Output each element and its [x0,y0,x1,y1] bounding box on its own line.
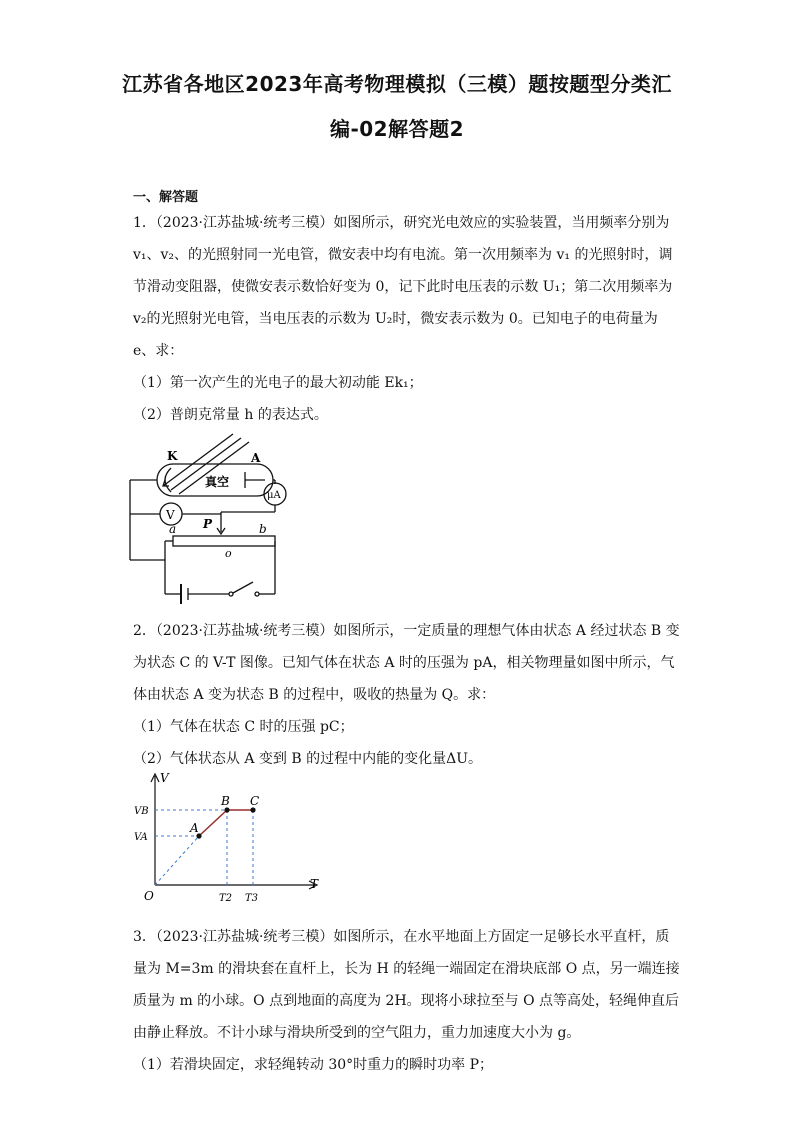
q1-line-1: 1．（2023·江苏盐城·统考三模）如图所示，研究光电效应的实验装置，当用频率分别为 [133,215,670,231]
point-a-label: A [190,821,199,835]
rheostat-end-a-label: a [169,522,177,536]
tick-vb-label: VB [134,806,149,817]
q1-line-4: v₂的光照射光电管，当电压表的示数为 U₂时，微安表示数为 0。已知电子的电荷量为 [133,311,658,327]
slider-label-p: P [203,517,213,531]
point-o-label: o [225,547,232,560]
vt-graph-figure [130,770,330,905]
q1-line-3: 节滑动变阻器，使微安表示数恰好变为 0，记下此时电压表的示数 U₁；第二次用频率为 [133,279,673,295]
tick-t3-label: T3 [245,893,259,904]
q1-line-5: e、求： [133,343,184,359]
cathode-label: K [167,449,178,463]
point-c-label: C [250,794,260,808]
origin-label: O [144,889,154,903]
q1-sub-question-1: （1）第一次产生的光电子的最大初动能 Ek₁； [133,375,423,391]
q3-line-4: 由静止释放。不计小球与滑块所受到的空气阻力，重力加速度大小为 g。 [133,1025,581,1041]
voltmeter-label: V [166,508,175,522]
axis-t-label: T [310,877,319,891]
q1-sub-question-2: （2）普朗克常量 h 的表达式。 [133,407,328,423]
q2-sub-question-1: （1）气体在状态 C 时的压强 pC； [133,719,354,735]
section-heading: 一、解答题 [133,190,199,205]
rheostat-end-b-label: b [259,522,267,536]
q1-line-2: v₁、v₂、的光照射同一光电管，微安表中均有电流。第一次用频率为 v₁ 的光照射时，调 [133,247,673,263]
point-b-label: B [221,794,230,808]
q3-line-3: 质量为 m 的小球。O 点到地面的高度为 2H。现将小球拉至与 O 点等高处，轻绳伸直后 [133,993,680,1009]
q2-line-2: 为状态 C 的 V-T 图像。已知气体在状态 A 时的压强为 pA，相关物理量如图中所示，气 [133,655,675,671]
q3-sub-question-1: （1）若滑块固定，求轻绳转动 30°时重力的瞬时功率 P； [133,1057,494,1073]
axis-v-label: V [160,771,169,785]
vacuum-label: 真空 [205,475,230,489]
q3-line-2: 量为 M=3m 的滑块套在直杆上，长为 H 的轻绳一端固定在滑块底部 O 点，另一端连接 [133,961,680,977]
document-title-line-2: 编-02解答题2 [329,117,465,141]
microammeter-label: μA [267,490,281,501]
document-title-line-1: 江苏省各地区2023年高考物理模拟（三模）题按题型分类汇 [122,72,672,96]
q2-line-3: 体由状态 A 变为状态 B 的过程中，吸收的热量为 Q。求： [133,687,496,703]
tick-t2-label: T2 [219,893,233,904]
anode-label: A [251,451,261,465]
q2-line-1: 2．（2023·江苏盐城·统考三模）如图所示，一定质量的理想气体由状态 A 经过状态 B 变 [133,623,680,639]
tick-va-label: VA [134,832,148,843]
q2-sub-question-2: （2）气体状态从 A 变到 B 的过程中内能的变化量ΔU。 [133,751,483,767]
q3-line-1: 3．（2023·江苏盐城·统考三模）如图所示，在水平地面上方固定一足够长水平直杆，质 [133,929,670,945]
photoelectric-circuit-figure [125,428,300,608]
